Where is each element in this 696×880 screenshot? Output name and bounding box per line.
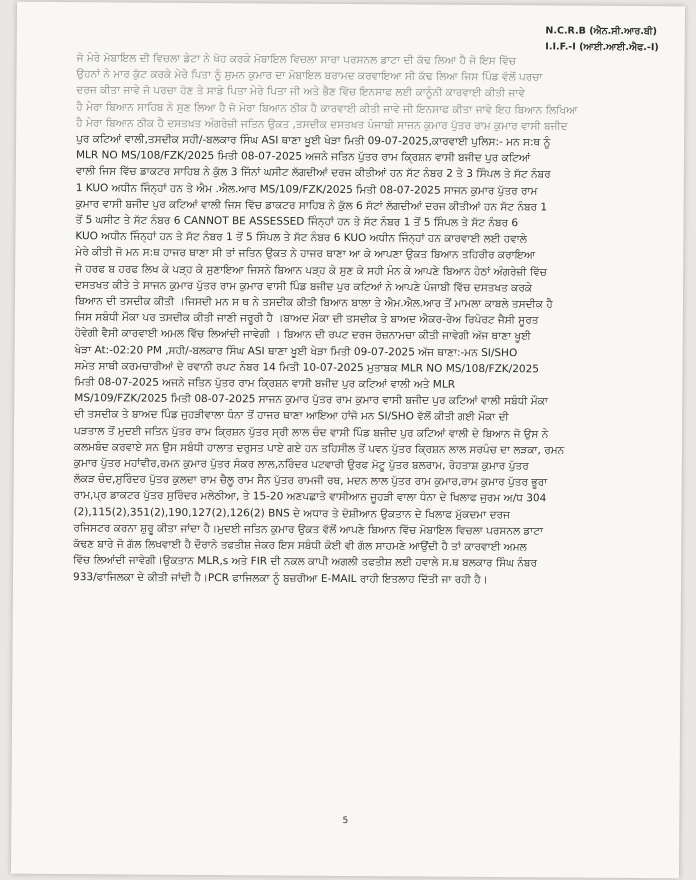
body-line: ਰਜਿਸਟਰ ਕਰਨਾ ਸ਼ੁਰੂ ਕੀਤਾ ਜਾਂਦਾ ਹੈ।ਮੁਦਈ ਜਤਿਨ ਕੁਮਾਰ ਉਕਤ ਵੱਲੋਂ ਆਪਣੇ ਬਿਆਨ ਵਿੱਚ ਮੋਬਾਇਲ ਵਿਚਲਾ ਪਰਸਨਲ ਡਾਟਾ	[73, 521, 544, 538]
body-line: ਵਾਲੀ ਜਿਸ ਵਿੱਚ ਡਾਕਟਰ ਸਾਹਿਬ ਨੇ ਕੁੱਲ 3 ਜਿੱਨਾਂ ਘਸੀਟ ਲੱਗਦੀਆਂ ਦਰਜ ਕੀਤੀਆਂ ਹਨ ਸੱਟ ਨੰਬਰ 2 ਤੇ 3 ਸਿੰਪਲ ਤੇ ਸੱਟ ਨੰਬਰ	[75, 165, 551, 181]
body-line: (2),115(2),351(2),190,127(2),126(2) BNS ਦੇ ਅਧਾਰ ਤੇ ਦੋਸ਼ੀਆਨ ਉਕਤਾਨ ਦੇ ਖਿਲਾਫ ਮੁੱਕਦਮਾ ਦਰਜ	[73, 505, 511, 521]
body-line: ਮੇਰੇ ਕੀਤੀ ਜੋ ਮਨ ਸ:ਥ ਹਾਜਰ ਥਾਣਾ ਸੀ ਤਾਂ ਜਤਿਨ ਉਕਤ ਨੇ ਹਾਜਰ ਥਾਣਾ ਆ ਕੇ ਆਪਣਾ ਉਕਤ ਬਿਆਨ ਤਹਿਰੀਰ ਕਰਾਇਆ	[75, 246, 536, 262]
body-line: ਹੋਵੇਗੀ ਵੈਸੀ ਕਾਰਵਾਈ ਅਮਲ ਵਿੱਚ ਲਿਆਂਦੀ ਜਾਵੇਗੀ । ਬਿਆਨ ਦੀ ਰਪਟ ਦਰਜ ਰੋਜ਼ਨਾਮਚਾ ਕੀਤੀ ਜਾਵੇਗੀ ਅੱਜ ਥਾਣਾ ਖੂਈ	[74, 327, 531, 343]
body-line: ਬਿਆਨ ਦੀ ਤਸਦੀਕ ਕੀਤੀ ।ਜਿਸਦੀ ਮਨ ਸ ਥ ਨੇ ਤਸਦੀਕ ਕੀਤੀ ਬਿਆਨ ਬਾਲਾ ਤੇ ਐਮ.ਐਲ.ਆਰ ਤੋਂ ਮਾਮਲਾ ਕਾਬਲੇ ਤਸਦੀਕ ਹੈ	[74, 295, 553, 311]
body-line: ਸਮੇਤ ਸਾਥੀ ਕਰਮਚਾਰੀਆਂ ਦੇ ਰਵਾਨੀ ਰਪਟ ਨੰਬਰ 14 ਮਿਤੀ 10-07-2025 ਮੁਤਾਬਕ MLR NO MS/108/FZK/2025	[74, 359, 539, 376]
body-line: 933/ਫਾਜਿਲਕਾ ਦੇ ਕੀਤੀ ਜਾਂਦੀ ਹੈ।PCR ਫਾਜਿਲਕਾ ਨੂੰ ਬਜ਼ਰੀਆ E-MAIL ਰਾਹੀ ਇਤਲਾਹ ਦਿੱਤੀ ਜਾ ਰਹੀ ਹੈ।	[72, 570, 488, 586]
body-line: ਰਾਮ,ਪ੍ਰ ਡਾਕਟਰ ਪੁੱਤਰ ਸੁਰਿੰਦਰ ਮਲੇਠੀਆ, ਤੇ 15-20 ਅਣਪਛਾਤੇ ਵਾਸੀਆਨ ਜੂਹੜੀ ਵਾਲਾ ਧੰਨਾ ਦੇ ਖਿਲਾਫ ਜੁਰਮ ਅ/ਧ 304	[73, 489, 547, 505]
body-line: ਕੁਮਾਰ ਵਾਸੀ ਬਜੀਦ ਪੁਰ ਕਟਿਆਂ ਵਾਲੀ ਜਿਸ ਵਿੱਚ ਡਾਕਟਰ ਸਾਹਿਬ ਨੇ ਕੁੱਲ 6 ਸੱਟਾਂ ਲੱਗਦੀਆਂ ਦਰਜ ਕੀਤੀਆਂ ਹਨ ਸੱਟ ਨੰਬਰ 1	[75, 197, 548, 214]
body-line: ਤੋਂ 5 ਘਸੀਟ ਤੇ ਸੱਟ ਨੰਬਰ 6 CANNOT BE ASSESSED ਜਿੰਨ੍ਹਾਂ ਹਨ ਤੇ ਸੱਟ ਨੰਬਰ 1 ਤੋਂ 5 ਸਿੰਪਲ ਤੇ ਸੱਟ ਨੰਬਰ 6	[75, 214, 519, 230]
body-line: KUO ਅਧੀਨ ਜਿੰਨ੍ਹਾਂ ਹਨ ਤੇ ਸੱਟ ਨੰਬਰ 1 ਤੋਂ 5 ਸਿੰਪਲ ਤੇ ਸੱਟ ਨੰਬਰ 6 KUO ਅਧੀਨ ਜਿੰਨ੍ਹਾਂ ਹਨ ਕਾਰਵਾਈ ਲਈ ਹਵਾਲੇ	[75, 230, 527, 246]
body-line: ਵਿੱਚ ਲਿਆਂਦੀ ਜਾਵੇਗੀ।ਉਕਤਾਨ MLR,s ਅਤੇ FIR ਦੀ ਨਕਲ ਕਾਪੀ ਅਗਲੀ ਤਫਤੀਸ਼ ਲਈ ਹਵਾਲੇ ਸ.ਥ ਬਲਕਾਰ ਸਿੰਘ ਨੰਬਰ	[73, 554, 538, 570]
body-line: ਜੋ ਮੇਰੇ ਮੋਬਾਇਲ ਦੀ ਵਿਚਲਾ ਡੇਟਾ ਨੇ ਖੋਹ ਕਰਕੇ ਮੋਬਾਇਲ ਵਿਚਲਾ ਸਾਰਾ ਪਰਸਨਲ ਡਾਟਾ ਦੀ ਕੱਢ ਲਿਆ ਹੈ ਜੋ ਇਸ ਵਿੱਚ	[76, 52, 517, 68]
body-line: ਕੁਮਾਰ ਪੁੱਤਰ ਮਹਾਂਵੀਰ,ਰਮਨ ਕੁਮਾਰ ਪੁੱਤਰ ਸੰਕਰ ਲਾਲ,ਨਰਿੰਦਰ ਪਟਵਾਰੀ ਉਰਫ ਮੋਟੂ ਪੁੱਤਰ ਬਲਰਾਮ, ਰੋਹਤਾਸ਼ ਕੁਮਾਰ ਪੁੱਤਰ	[73, 457, 529, 473]
body-line: ਮਿਤੀ 08-07-2025 ਅਜਨੇ ਜਤਿਨ ਪੁੱਤਰ ਰਾਮ ਕ੍ਰਿਸ਼ਨ ਵਾਸੀ ਬਜੀਦ ਪੁਰ ਕਟਿਆਂ ਵਾਲੀ ਅਤੇ MLR	[74, 376, 456, 391]
body-line: ਹੈ ਮੇਰਾ ਬਿਆਨ ਸਾਹਿਬ ਨੇ ਸੁਣ ਲਿਆ ਹੈ ਜੋ ਮੇਰਾ ਬਿਆਨ ਠੀਕ ਹੈ ਕਾਰਵਾਈ ਕੀਤੀ ਜਾਵੇ ਜੀ ਇਨਸਾਫ ਕੀਤਾ ਜਾਵੇ ਇਹ ਬਿਆਨ ਲਿਖਿਆ	[76, 100, 578, 117]
document-page	[11, 2, 685, 879]
header-iif: I.I.F.-I (ਆਈ.ਆਈ.ਐਫ.-I)	[545, 41, 659, 54]
body-line: ਕਲਮਬੰਦ ਕਰਵਾਏ ਸਨ ਉਸ ਸਬੰਧੀ ਹਾਲਾਤ ਦਰੁਸਤ ਪਾਏ ਗਏ ਹਨ ਤਹਿਸੀਲ ਤੋਂ ਪਵਨ ਪੁੱਤਰ ਕ੍ਰਿਸ਼ਨ ਲਾਲ ਸਰਪੰਚ ਦਾ ਲੜਕਾ, ਰਮਨ	[73, 440, 565, 457]
body-line: ਖੇੜਾ At:-02:20 PM ,ਸਹੀ/-ਬਲਕਾਰ ਸਿੰਘ ASI ਥਾਣਾ ਖੂਈ ਖੇੜਾ ਮਿਤੀ 09-07-2025 ਅੱਜ ਥਾਣਾ:-ਮਨ SI/SHO	[74, 343, 518, 359]
body-line: ਦੀ ਤਸਦੀਕ ਤੇ ਬਾਅਦ ਪਿੰਡ ਜੁਹੜੀਵਾਲਾ ਧੰਨਾ ਤੋਂ ਹਾਜਰ ਥਾਣਾ ਆਇਆ ਹਾਂਜੋ ਮਨ SI/SHO ਵੱਲੋਂ ਕੀਤੀ ਗਈ ਮੌਕਾ ਦੀ	[74, 408, 509, 424]
document-body	[73, 50, 667, 589]
body-line: MLR NO MS/108/FZK/2025 ਮਿਤੀ 08-07-2025 ਅਜਨੇ ਜਤਿਨ ਪੁੱਤਰ ਰਾਮ ਕ੍ਰਿਸ਼ਨ ਵਾਸੀ ਬਜੀਦ ਪੁਰ ਕਟਿਆਂ	[75, 149, 531, 165]
body-line: MS/109/FZK/2025 ਮਿਤੀ 08-07-2025 ਸਾਜਨ ਕੁਮਾਰ ਪੁੱਤਰ ਰਾਮ ਕੁਮਾਰ ਵਾਸੀ ਬਜੀਦ ਪੁਰ ਕਟਿਆਂ ਵਾਲੀ ਸਬੰਧੀ ਮੌਕਾ	[74, 392, 548, 408]
document-header	[545, 23, 659, 56]
header-ncrb: N.C.R.B (ਐਨ.ਸੀ.ਆਰ.ਬੀ)	[545, 25, 658, 38]
body-line: ਉਹਨਾਂ ਨੇ ਮਾਰ ਕੁੱਟ ਕਰਕੇ ਮੇਰੇ ਪਿਤਾ ਨੂੰ ਸੁਮਨ ਕੁਮਾਰ ਦਾ ਮੋਬਾਇਲ ਬਰਾਮਦ ਕਰਵਾਇਆ ਸੀ ਕੱਢ ਲਿਆ ਜਿਸ ਪਿੰਡ ਵੱਲੋਂ ਪਰਚਾ	[76, 68, 543, 84]
body-line: ਹੈ ਮੇਰਾ ਬਿਆਨ ਠੀਕ ਹੈ ਦਸਤਖਤ ਅੰਗਰੇਜ਼ੀ ਜਤਿਨ ਉਕਤ ,ਤਸਦੀਕ ਦਸਤਖਤ ਪੰਜਾਬੀ ਸਾਜਨ ਕੁਮਾਰ ਪੁੱਤਰ ਰਾਮ ਕੁਮਾਰ ਵਾਸੀ ਬਜੀਦ	[76, 116, 568, 133]
body-line: ਪੁਰ ਕਟਿਆਂ ਵਾਲੀ,ਤਸਦੀਕ ਸਹੀ/-ਬਲਕਾਰ ਸਿੰਘ ASI ਥਾਣਾ ਖੂਈ ਖੇੜਾ ਮਿਤੀ 09-07-2025,ਕਾਰਵਾਈ ਪੁਲਿਸ:- ਮਨ ਸ:ਥ ਨੂੰ	[76, 133, 551, 149]
body-line: ਜਿਸ ਸਬੰਧੀ ਮੌਕਾ ਪਰ ਤਸਦੀਕ ਕੀਤੀ ਜਾਣੀ ਜਰੂਰੀ ਹੈ ।ਬਾਅਦ ਮੌਕਾ ਦੀ ਤਸਦੀਕ ਤੇ ਬਾਅਦ ਐਕਰ-ਰੇਅ ਰਿਪੋਰਟ ਜੈਸੀ ਸੂਰਤ	[74, 311, 539, 327]
body-line: ਪੜਤਾਲ ਤੋਂ ਮੁਦਈ ਜਤਿਨ ਪੁੱਤਰ ਰਾਮ ਕ੍ਰਿਸ਼ਨ ਪੁੱਤਰ ਸ੍ਰੀ ਲਾਲ ਚੰਦ ਵਾਸੀ ਪਿੰਡ ਬਜੀਦ ਪੁਰ ਕਟਿਆਂ ਵਾਲੀ ਦੇ ਬਿਆਨ ਜੋ ਉਸ ਨੇ	[74, 424, 549, 441]
body-line: ਦਰਜ ਕੀਤਾ ਜਾਵੇ ਜੋ ਪਰਚਾ ਹੋਣ ਤੇ ਸਾਡੇ ਪਿਤਾ ਮੇਰੇ ਪਿਤਾ ਜੀ ਅਤੇ ਭੈਣ ਵਿੱਚ ਇਨਸਾਫ ਲਈ ਕਾਨੂੰਨੀ ਕਾਰਵਾਈ ਕੀਤੀ ਜਾਵੇ	[76, 84, 526, 100]
page-number: 5	[342, 815, 349, 827]
body-line: ਲੱਕੜ ਚੰਦ,ਸੁਰਿੰਦਰ ਪੁੱਤਰ ਕੁਲਦਾ ਰਾਮ ਚੈਲੂ ਰਾਮ ਸੈਨ ਪੁੱਤਰ ਰਾਮਜੀ ਰਥ, ਮਦਨ ਲਾਲ ਪੁੱਤਰ ਰਾਮ ਕੁਮਾਰ,ਰਾਮ ਕੁਮਾਰ ਪੁੱਤਰ ਭੂਰਾ	[73, 473, 548, 489]
body-line: ਕੱਢਣ ਬਾਰੇ ਜੋ ਗੱਲ ਲਿਖਵਾਈ ਹੈ ਦੌਰਾਨੇ ਤਫਤੀਸ਼ ਜੇਕਰ ਇਸ ਸਬੰਧੀ ਕੋਈ ਵੀ ਗੱਲ ਸਾਹਮਣੇ ਆਉਂਦੀ ਹੈ ਤਾਂ ਕਾਰਵਾਈ ਅਮਲ	[73, 538, 527, 554]
body-line: ਜੋ ਹਰਫ ਬ ਹਰਫ ਲਿਖ ਕੇ ਪੜ੍ਹ ਕੇ ਸੁਣਾਇਆ ਜਿਸਨੇ ਬਿਆਨ ਪੜ੍ਹ ਕੇ ਸੁਣ ਕੇ ਸਹੀ ਮੰਨ ਕੇ ਆਪਣੇ ਬਿਆਨ ਹੇਠਾਂ ਅੰਗਰੇਜ਼ੀ ਵਿੱਚ	[75, 262, 547, 279]
body-line: ਦਸਤਖਤ ਕੀਤੇ ਤੇ ਸਾਜਨ ਕੁਮਾਰ ਪੁੱਤਰ ਰਾਮ ਕੁਮਾਰ ਵਾਸੀ ਪਿੰਡ ਬਜੀਦ ਪੁਰ ਕਟਿਆਂ ਨੇ ਆਪਣੇ ਪੰਜਾਬੀ ਵਿੱਚ ਦਸਤਖਤ ਕਰਕੇ	[75, 278, 533, 295]
body-line: 1 KUO ਅਧੀਨ ਜਿੰਨ੍ਹਾਂ ਹਨ ਤੇ ਐਮ .ਐਲ.ਆਰ MS/109/FZK/2025 ਮਿਤੀ 08-07-2025 ਸਾਜਨ ਕੁਮਾਰ ਪੁੱਤਰ ਰਾਮ	[75, 181, 538, 197]
